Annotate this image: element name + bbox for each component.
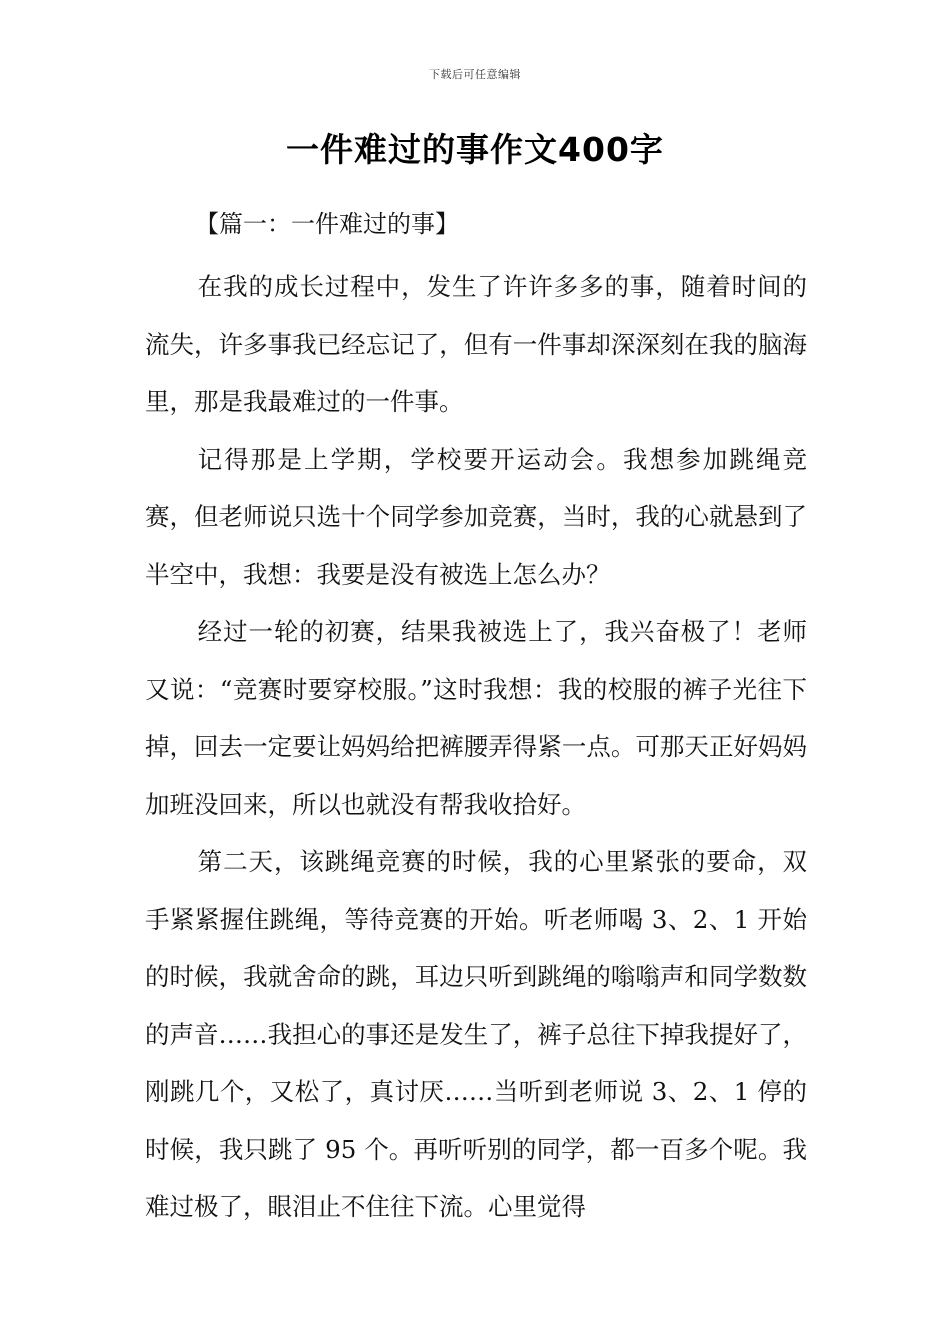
page-title: 一件难过的事作文400字 [286,130,664,169]
paragraph-1: 在我的成长过程中，发生了许许多多的事，随着时间的流失，许多事我已经忘记了，但有一件事却深深刻在我的脑海里，那是我最难过的一件事。 [145,272,807,416]
section-heading: 【篇一：一件难过的事】 [195,210,459,238]
paragraph-3: 经过一轮的初赛，结果我被选上了，我兴奋极了！老师又说：“竞赛时要穿校服。”这时我想：我的校服的裤子光往下掉，回去一定要让妈妈给把裤腰弄得紧一点。可那天正好妈妈加班没回来，所以也就没有帮我收拾好。 [145,617,807,819]
paragraph-4: 第二天，该跳绳竞赛的时候，我的心里紧张的要命，双手紧紧握住跳绳，等待竞赛的开始。听老师喝 3、2、1 开始的时候，我就舍命的跳，耳边只听到跳绳的嗡嗡声和同学数数的声音……我担心的事还是发生了，裤子总往下掉我提好了，刚跳几个，又松了，真讨厌……当听到老师说 3、2、1 停的时候，我只跳了 95 个。再听听别的同学，都一百多个呢。我难过极了，眼泪止不住往下流。心里觉得 [145,847,807,1221]
paragraph-2: 记得那是上学期，学校要开运动会。我想参加跳绳竞赛，但老师说只选十个同学参加竞赛，当时，我的心就悬到了半空中，我想：我要是没有被选上怎么办？ [145,444,807,589]
essay-body [145,258,807,1236]
header-note: 下载后可任意编辑 [429,68,521,81]
